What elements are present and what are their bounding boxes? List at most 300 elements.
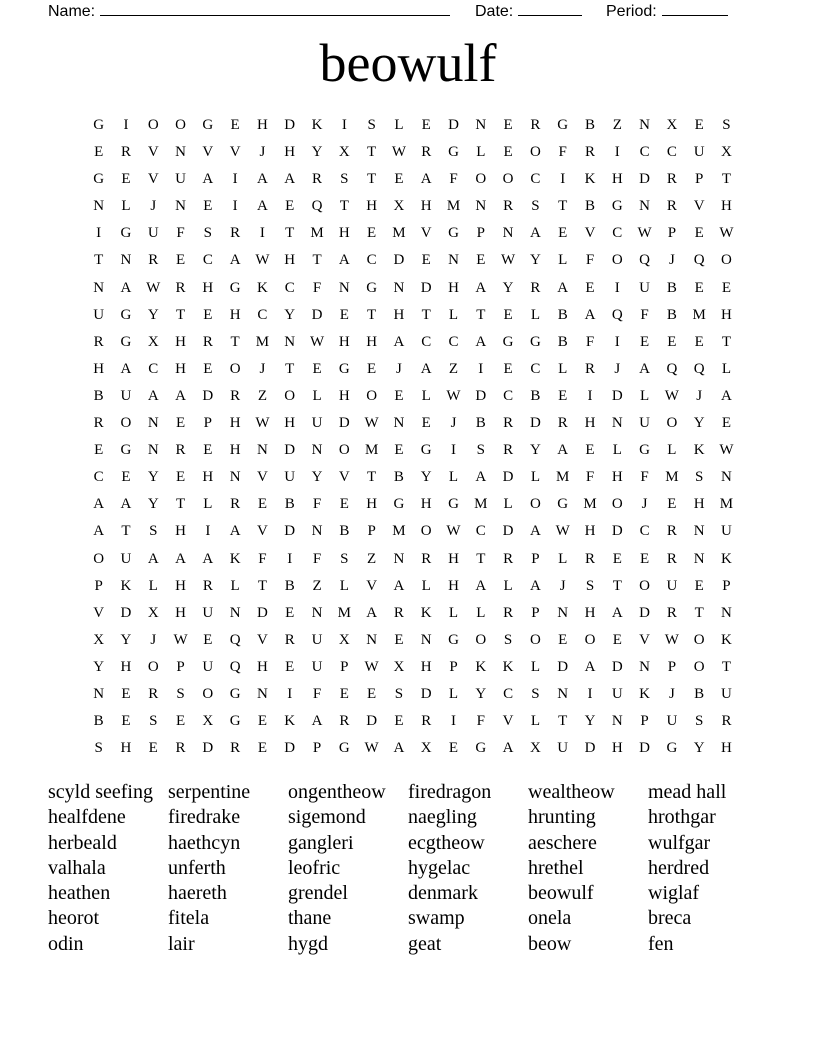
word-bank-item: hrethel	[528, 856, 584, 879]
word-bank-item: mead hall	[648, 781, 727, 803]
word-bank-item: fen	[648, 932, 674, 955]
grid-letter: Y	[147, 306, 159, 323]
grid-letter: C	[503, 387, 514, 404]
grid-letter: J	[668, 685, 675, 702]
grid-letter: K	[721, 550, 732, 567]
grid-letter: E	[694, 225, 704, 242]
grid-letter: F	[585, 333, 595, 350]
grid-letter: E	[121, 685, 131, 702]
grid-letter: X	[529, 740, 541, 757]
grid-letter: F	[476, 713, 485, 730]
grid-letter: V	[693, 198, 705, 215]
grid-letter: L	[312, 387, 322, 404]
word-bank-item: onela	[528, 907, 572, 930]
grid-letter: H	[420, 658, 432, 675]
grid-letter: C	[530, 171, 541, 188]
grid-letter: A	[93, 523, 105, 540]
grid-letter: R	[666, 604, 677, 621]
grid-letter: R	[93, 415, 104, 432]
grid-letter: O	[475, 631, 487, 648]
grid-letter: L	[448, 469, 459, 486]
grid-letter: Y	[529, 442, 541, 459]
grid-letter: O	[529, 144, 541, 161]
grid-letter: G	[120, 225, 132, 242]
grid-letter: U	[311, 658, 323, 675]
grid-letter: Q	[229, 658, 241, 675]
grid-letter: O	[502, 171, 514, 188]
grid-letter: Y	[147, 496, 159, 513]
grid-letter: J	[614, 360, 621, 377]
word-bank-item: ongentheow	[288, 781, 386, 803]
grid-letter: U	[175, 171, 186, 188]
grid-letter: E	[285, 198, 295, 215]
grid-letter: E	[367, 225, 377, 242]
grid-letter: O	[147, 117, 159, 133]
grid-letter: L	[476, 144, 486, 161]
grid-letter: H	[257, 117, 268, 133]
grid-letter: N	[366, 631, 378, 648]
grid-letter: R	[584, 144, 595, 161]
grid-letter: Q	[666, 360, 678, 377]
grid-letter: S	[503, 631, 513, 648]
grid-letter: R	[202, 577, 213, 594]
grid-letter: A	[93, 496, 105, 513]
grid-letter: U	[721, 685, 732, 702]
grid-letter: V	[257, 631, 268, 648]
grid-letter: R	[175, 279, 186, 296]
grid-letter: O	[693, 631, 705, 648]
grid-letter: V	[147, 171, 159, 188]
grid-letter: E	[694, 577, 704, 594]
grid-letter: I	[287, 550, 293, 567]
grid-letter: D	[338, 415, 350, 432]
grid-letter: A	[721, 387, 732, 404]
grid-letter: E	[94, 442, 104, 459]
grid-letter: T	[558, 713, 568, 730]
grid-letter: T	[367, 469, 377, 486]
grid-letter: C	[448, 333, 459, 350]
grid-letter: O	[93, 550, 105, 567]
grid-letter: H	[420, 198, 432, 215]
grid-letter: M	[583, 496, 597, 513]
grid-letter: P	[722, 577, 731, 594]
grid-letter: X	[420, 740, 432, 757]
grid-letter: J	[668, 252, 675, 269]
grid-letter: A	[175, 387, 186, 404]
grid-letter: N	[557, 685, 569, 702]
grid-letter: F	[176, 225, 185, 242]
grid-letter: U	[202, 658, 214, 675]
grid-letter: E	[394, 387, 404, 404]
grid-letter: M	[719, 496, 734, 513]
word-bank-item: firedrake	[168, 806, 241, 829]
grid-letter: H	[202, 279, 214, 296]
grid-letter: M	[337, 604, 351, 621]
grid-letter: N	[502, 225, 514, 242]
grid-letter: E	[503, 117, 513, 133]
grid-letter: E	[203, 306, 213, 323]
grid-row	[85, 600, 745, 627]
grid-letter: H	[120, 740, 132, 757]
grid-letter: A	[611, 604, 623, 621]
grid-letter: W	[173, 631, 188, 648]
grid-letter: R	[120, 144, 131, 161]
grid-letter: R	[148, 252, 159, 269]
grid-letter: E	[257, 713, 268, 730]
grid-letter: H	[284, 252, 296, 269]
grid-letter: K	[229, 550, 241, 567]
word-bank-item: thane	[288, 907, 332, 930]
grid-letter: E	[175, 469, 186, 486]
grid-letter: S	[531, 198, 540, 215]
grid-letter: H	[420, 496, 432, 513]
grid-letter: Z	[448, 360, 459, 377]
grid-letter: T	[257, 577, 268, 594]
grid-letter: W	[364, 658, 379, 675]
word-bank-item: breca	[648, 907, 692, 930]
grid-letter: T	[121, 523, 131, 540]
grid-letter: J	[150, 631, 157, 648]
grid-letter: E	[367, 685, 377, 702]
word-bank-item: gangleri	[288, 831, 354, 854]
grid-letter: Z	[367, 550, 377, 567]
grid-letter: P	[476, 225, 485, 242]
grid-letter: H	[338, 387, 350, 404]
grid-letter: F	[312, 496, 322, 513]
grid-letter: E	[285, 604, 295, 621]
grid-letter: A	[393, 333, 405, 350]
grid-letter: T	[367, 144, 377, 161]
grid-letter: Q	[693, 252, 705, 269]
grid-letter: D	[393, 252, 405, 269]
grid-letter: N	[175, 198, 186, 215]
grid-letter: T	[367, 306, 377, 323]
grid-letter: B	[584, 117, 595, 133]
grid-letter: A	[475, 469, 487, 486]
grid-letter: E	[503, 306, 513, 323]
grid-row	[85, 437, 745, 464]
grid-letter: D	[502, 523, 514, 540]
grid-letter: N	[721, 604, 732, 621]
grid-letter: R	[230, 496, 241, 513]
grid-letter: P	[667, 658, 677, 675]
grid-letter: O	[229, 360, 241, 377]
grid-letter: R	[530, 117, 541, 133]
grid-letter: N	[393, 415, 405, 432]
grid-letter: G	[366, 279, 378, 296]
grid-letter: H	[721, 740, 732, 757]
grid-letter: Y	[311, 144, 323, 161]
grid-letter: N	[448, 252, 459, 269]
grid-letter: N	[393, 279, 405, 296]
grid-row	[85, 573, 745, 600]
grid-letter: L	[421, 387, 431, 404]
grid-letter: E	[721, 279, 732, 296]
grid-letter: K	[420, 604, 432, 621]
grid-letter: P	[176, 658, 185, 675]
grid-letter: J	[150, 198, 157, 215]
grid-letter: B	[93, 713, 104, 730]
grid-letter: L	[394, 117, 404, 133]
worksheet-header	[48, 0, 748, 20]
grid-letter: G	[448, 631, 459, 648]
grid-letter: E	[421, 415, 431, 432]
grid-letter: I	[341, 117, 347, 133]
grid-letter: M	[255, 333, 270, 350]
grid-letter: B	[666, 306, 677, 323]
grid-letter: G	[120, 442, 132, 459]
grid-letter: H	[611, 740, 623, 757]
name-blank-line	[100, 0, 450, 16]
grid-letter: S	[149, 713, 158, 730]
grid-letter: L	[148, 577, 158, 594]
grid-letter: W	[255, 415, 270, 432]
grid-letter: I	[205, 523, 211, 540]
grid-row	[85, 247, 745, 274]
grid-letter: X	[338, 631, 350, 648]
word-bank-item: haethcyn	[168, 831, 241, 854]
grid-letter: H	[257, 658, 268, 675]
grid-letter: W	[146, 279, 161, 296]
grid-letter: O	[721, 252, 732, 269]
grid-row	[85, 193, 745, 220]
grid-letter: Y	[147, 469, 159, 486]
grid-letter: E	[694, 333, 704, 350]
grid-letter: R	[584, 550, 595, 567]
grid-letter: E	[339, 496, 349, 513]
grid-letter: H	[175, 360, 186, 377]
grid-letter: I	[451, 713, 456, 730]
grid-letter: Q	[639, 252, 650, 269]
word-bank-item: haereth	[168, 882, 227, 905]
grid-letter: D	[257, 604, 268, 621]
grid-letter: N	[311, 604, 323, 621]
grid-row	[85, 220, 745, 247]
word-bank-item: herdred	[648, 856, 710, 879]
word-bank-item: odin	[48, 932, 84, 955]
word-search-grid	[85, 112, 745, 762]
grid-letter: R	[421, 144, 432, 161]
grid-letter: N	[311, 442, 323, 459]
grid-letter: N	[420, 631, 432, 648]
grid-letter: J	[696, 387, 703, 404]
grid-letter: A	[175, 550, 186, 567]
grid-letter: F	[585, 252, 595, 269]
grid-letter: R	[421, 713, 432, 730]
grid-letter: H	[202, 469, 214, 486]
grid-letter: E	[394, 713, 404, 730]
grid-letter: W	[446, 387, 461, 404]
grid-letter: R	[393, 604, 404, 621]
grid-letter: G	[666, 740, 678, 757]
grid-letter: A	[229, 252, 241, 269]
word-bank-item: heathen	[48, 882, 111, 905]
grid-letter: L	[721, 360, 732, 377]
grid-letter: L	[476, 604, 486, 621]
grid-letter: D	[557, 658, 569, 675]
word-bank-item: herbeald	[48, 831, 117, 854]
grid-letter: E	[640, 550, 650, 567]
grid-letter: D	[639, 740, 650, 757]
grid-letter: D	[284, 740, 296, 757]
grid-letter: H	[366, 496, 378, 513]
grid-letter: T	[721, 333, 732, 350]
grid-letter: C	[475, 523, 486, 540]
grid-letter: A	[529, 577, 541, 594]
grid-letter: O	[202, 685, 214, 702]
grid-letter: H	[366, 333, 378, 350]
grid-letter: O	[420, 523, 432, 540]
grid-letter: A	[338, 252, 350, 269]
grid-letter: N	[93, 685, 105, 702]
word-bank-item: grendel	[288, 882, 348, 905]
grid-letter: J	[450, 415, 457, 432]
grid-letter: J	[641, 496, 648, 513]
grid-letter: G	[338, 740, 350, 757]
grid-letter: M	[692, 306, 706, 323]
grid-letter: C	[93, 469, 104, 486]
grid-letter: G	[393, 496, 405, 513]
grid-letter: P	[203, 415, 212, 432]
grid-letter: E	[230, 117, 240, 133]
grid-letter: R	[666, 550, 677, 567]
grid-letter: G	[448, 496, 459, 513]
grid-letter: R	[148, 685, 159, 702]
grid-letter: O	[639, 577, 650, 594]
grid-letter: I	[614, 333, 620, 350]
grid-letter: J	[259, 144, 266, 161]
grid-letter: L	[503, 577, 513, 594]
grid-letter: D	[366, 713, 378, 730]
grid-letter: Y	[475, 685, 487, 702]
grid-letter: E	[175, 415, 186, 432]
word-bank-item: fitela	[168, 907, 210, 930]
grid-letter: O	[529, 496, 541, 513]
grid-letter: M	[392, 523, 406, 540]
grid-letter: A	[584, 658, 596, 675]
grid-letter: O	[693, 658, 705, 675]
grid-letter: B	[557, 333, 568, 350]
grid-row	[85, 356, 745, 383]
grid-letter: I	[123, 117, 129, 133]
grid-letter: H	[120, 658, 132, 675]
grid-letter: G	[202, 117, 214, 133]
grid-letter: R	[312, 171, 323, 188]
grid-letter: Y	[284, 306, 296, 323]
grid-letter: O	[120, 415, 132, 432]
grid-letter: R	[230, 740, 241, 757]
word-bank-item: geat	[408, 932, 442, 955]
grid-row	[85, 518, 745, 545]
word-bank-item: leofric	[288, 856, 341, 879]
grid-letter: K	[284, 713, 296, 730]
grid-letter: A	[557, 442, 569, 459]
grid-letter: C	[284, 279, 295, 296]
grid-row	[85, 112, 745, 139]
grid-letter: A	[257, 198, 268, 215]
grid-letter: T	[721, 171, 732, 188]
date-field	[475, 0, 582, 21]
grid-letter: R	[666, 523, 677, 540]
grid-letter: R	[93, 333, 104, 350]
grid-letter: E	[367, 360, 377, 377]
grid-letter: R	[557, 415, 568, 432]
grid-letter: V	[257, 523, 268, 540]
grid-letter: H	[693, 496, 705, 513]
grid-letter: R	[721, 713, 732, 730]
word-bank-item: valhala	[48, 856, 106, 879]
grid-letter: T	[558, 198, 568, 215]
grid-letter: R	[503, 198, 514, 215]
grid-letter: J	[259, 360, 266, 377]
grid-row	[85, 735, 745, 762]
grid-letter: R	[503, 415, 514, 432]
grid-letter: E	[612, 631, 622, 648]
grid-letter: D	[284, 442, 296, 459]
grid-letter: W	[664, 387, 679, 404]
grid-letter: E	[421, 117, 431, 133]
grid-letter: I	[259, 225, 265, 242]
grid-letter: F	[312, 685, 322, 702]
grid-letter: I	[478, 360, 484, 377]
grid-letter: P	[531, 604, 540, 621]
word-bank-item: lair	[168, 932, 195, 955]
grid-row	[85, 383, 745, 410]
grid-letter: F	[258, 550, 267, 567]
grid-letter: Z	[312, 577, 322, 594]
grid-letter: L	[612, 442, 622, 459]
grid-letter: E	[694, 117, 704, 133]
grid-letter: N	[693, 550, 705, 567]
grid-letter: G	[475, 740, 487, 757]
grid-letter: E	[448, 740, 459, 757]
grid-letter: A	[311, 713, 323, 730]
grid-letter: X	[147, 604, 159, 621]
word-bank-item: denmark	[408, 882, 478, 905]
grid-letter: R	[175, 740, 186, 757]
grid-letter: B	[530, 387, 541, 404]
grid-letter: H	[448, 279, 459, 296]
grid-letter: A	[120, 360, 132, 377]
grid-letter: C	[148, 360, 159, 377]
grid-letter: E	[612, 550, 622, 567]
grid-letter: E	[175, 252, 186, 269]
word-bank-item: hygd	[288, 932, 328, 955]
grid-letter: A	[284, 171, 296, 188]
grid-letter: Q	[693, 360, 705, 377]
grid-letter: T	[285, 225, 295, 242]
grid-letter: U	[721, 523, 732, 540]
grid-row	[85, 329, 745, 356]
grid-letter: Q	[311, 198, 323, 215]
grid-letter: G	[529, 333, 541, 350]
grid-row	[85, 627, 745, 654]
grid-letter: D	[284, 117, 296, 133]
grid-letter: V	[338, 469, 350, 486]
grid-letter: U	[93, 306, 105, 323]
grid-letter: H	[175, 604, 186, 621]
grid-letter: N	[693, 523, 705, 540]
grid-letter: S	[394, 685, 404, 702]
grid-letter: C	[612, 225, 623, 242]
grid-letter: H	[229, 415, 241, 432]
grid-letter: C	[530, 360, 541, 377]
grid-letter: V	[502, 713, 514, 730]
grid-letter: D	[611, 658, 623, 675]
grid-letter: F	[449, 171, 458, 188]
grid-letter: H	[584, 523, 596, 540]
grid-letter: D	[502, 469, 514, 486]
